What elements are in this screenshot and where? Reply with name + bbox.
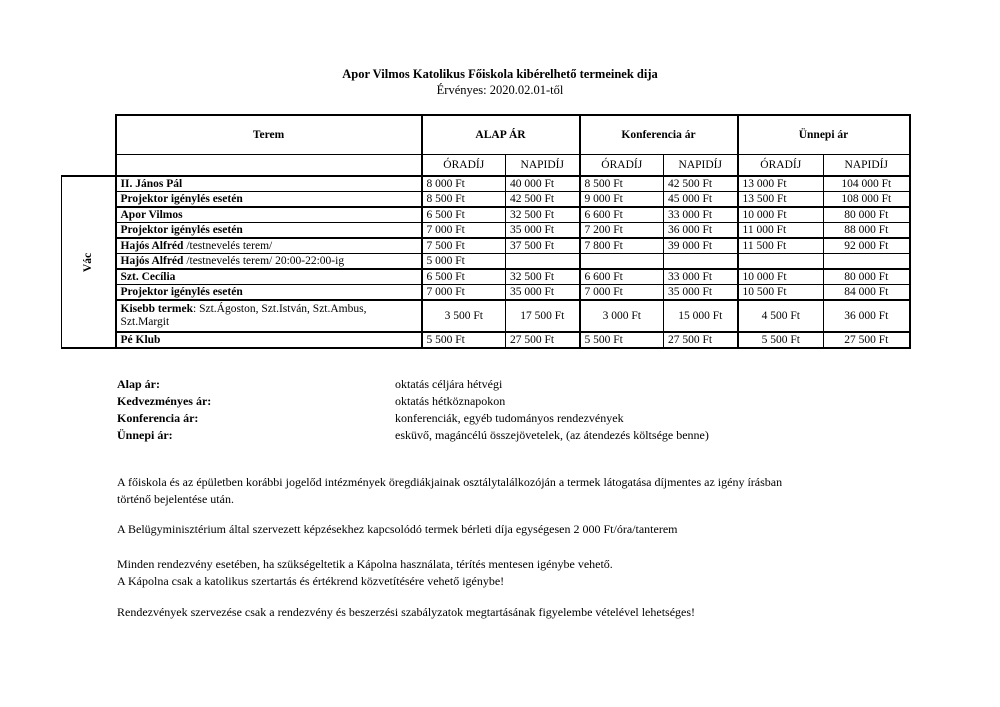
note-regulations: Rendezvények szervezése csak a rendezvény és beszerzési szabályzatok megtartásának figyelembe vételével lehetséges! <box>117 605 696 619</box>
room-name: Projektor igénylés esetén <box>116 223 422 239</box>
price-cell: 15 000 Ft <box>664 300 738 332</box>
price-cell: 27 500 Ft <box>506 332 580 348</box>
price-cell: 33 000 Ft <box>664 207 738 223</box>
table-row <box>62 238 910 254</box>
price-cell: 3 500 Ft <box>422 300 506 332</box>
room-name: II. János Pál <box>116 176 422 192</box>
price-cell: 88 000 Ft <box>824 223 910 239</box>
price-cell: 92 000 Ft <box>824 238 910 254</box>
price-cell <box>506 254 580 270</box>
price-cell: 84 000 Ft <box>824 285 910 301</box>
header-spacer <box>62 115 116 155</box>
price-cell: 5 500 Ft <box>738 332 824 348</box>
table-row <box>62 269 910 285</box>
legend-definition: oktatás hétköznapokon <box>395 394 506 408</box>
price-cell: 32 500 Ft <box>506 269 580 285</box>
price-cell: 42 500 Ft <box>506 192 580 208</box>
header-room: Terem <box>116 115 422 155</box>
price-cell: 7 500 Ft <box>422 238 506 254</box>
price-cell: 6 600 Ft <box>580 269 664 285</box>
price-cell: 8 000 Ft <box>422 176 506 192</box>
price-cell: 6 500 Ft <box>422 269 506 285</box>
price-cell: 7 000 Ft <box>580 285 664 301</box>
subheader-room-blank <box>116 155 422 177</box>
note-alumni-line2: történő bejelentése után. <box>117 492 234 506</box>
table-row <box>62 254 910 270</box>
price-cell: 27 500 Ft <box>824 332 910 348</box>
price-cell: 27 500 Ft <box>664 332 738 348</box>
price-cell: 42 500 Ft <box>664 176 738 192</box>
price-cell: 7 000 Ft <box>422 285 506 301</box>
subheader-napidij: NAPIDÍJ <box>824 155 910 177</box>
price-cell: 9 000 Ft <box>580 192 664 208</box>
room-name: Projektor igénylés esetén <box>116 192 422 208</box>
price-cell: 45 000 Ft <box>664 192 738 208</box>
subheader-napidij: NAPIDÍJ <box>506 155 580 177</box>
price-cell: 35 000 Ft <box>664 285 738 301</box>
room-name: Kisebb termek: Szt.Ágoston, Szt.István, Szt.Ambus, Szt.Margit <box>116 300 422 332</box>
price-cell: 7 200 Ft <box>580 223 664 239</box>
room-name: Projektor igénylés esetén <box>116 285 422 301</box>
price-cell: 4 500 Ft <box>738 300 824 332</box>
legend-term: Ünnepi ár: <box>117 428 173 442</box>
document-subtitle: Érvényes: 2020.02.01-től <box>436 83 564 97</box>
price-cell: 10 000 Ft <box>738 207 824 223</box>
subheader-oradij: ÓRADÍJ <box>422 155 506 177</box>
note-chapel <box>117 556 837 590</box>
note-ministry: A Belügyminisztérium által szervezett képzésekhez kapcsolódó termek bérleti díja egységesen 2 000 Ft/óra/tanterem <box>117 522 678 536</box>
legend-definition: konferenciák, egyéb tudományos rendezvények <box>395 411 624 425</box>
price-cell: 8 500 Ft <box>422 192 506 208</box>
price-cell: 80 000 Ft <box>824 269 910 285</box>
room-name: Hajós Alfréd /testnevelés terem/ <box>116 238 422 254</box>
table-row <box>62 332 910 348</box>
table-row <box>62 223 910 239</box>
table-row <box>62 207 910 223</box>
price-cell: 7 000 Ft <box>422 223 506 239</box>
table-row <box>62 300 910 332</box>
price-cell: 6 600 Ft <box>580 207 664 223</box>
city-label: Vác <box>81 252 94 272</box>
legend-definition: esküvő, magáncélú összejövetelek, (az átendezés költsége benne) <box>395 428 709 442</box>
header-alap-ar: ALAP ÁR <box>422 115 580 155</box>
price-cell: 5 500 Ft <box>422 332 506 348</box>
price-cell: 6 500 Ft <box>422 207 506 223</box>
price-cell: 5 000 Ft <box>422 254 506 270</box>
price-cell <box>738 254 824 270</box>
price-cell: 35 000 Ft <box>506 223 580 239</box>
header-unnepi-ar: Ünnepi ár <box>738 115 910 155</box>
table-row <box>62 192 910 208</box>
price-cell: 10 500 Ft <box>738 285 824 301</box>
price-cell <box>580 254 664 270</box>
note-alumni <box>117 474 837 508</box>
price-table <box>61 114 911 349</box>
price-cell: 37 500 Ft <box>506 238 580 254</box>
note-chapel-line1: Minden rendezvény esetében, ha szükségeltetik a Kápolna használata, térítés mentesen igénybe vehető. <box>117 557 613 571</box>
legend-term: Kedvezményes ár: <box>117 394 212 408</box>
room-name: Apor Vilmos <box>116 207 422 223</box>
price-cell: 35 000 Ft <box>506 285 580 301</box>
price-cell: 5 500 Ft <box>580 332 664 348</box>
price-cell: 11 500 Ft <box>738 238 824 254</box>
price-cell: 80 000 Ft <box>824 207 910 223</box>
subheader-oradij: ÓRADÍJ <box>738 155 824 177</box>
price-cell <box>824 254 910 270</box>
note-chapel-line2: A Kápolna csak a katolikus szertartás és értékrend közvetítésére vehető igénybe! <box>117 574 505 588</box>
price-cell: 3 000 Ft <box>580 300 664 332</box>
price-cell: 33 000 Ft <box>664 269 738 285</box>
price-cell: 11 000 Ft <box>738 223 824 239</box>
table-row <box>62 285 910 301</box>
document-title: Apor Vilmos Katolikus Főiskola kibérelhető termeinek dija <box>342 67 658 81</box>
legend-term: Konferencia ár: <box>117 411 199 425</box>
city-label-cell <box>62 176 116 348</box>
price-cell: 32 500 Ft <box>506 207 580 223</box>
price-cell: 39 000 Ft <box>664 238 738 254</box>
price-cell: 36 000 Ft <box>824 300 910 332</box>
subheader-napidij: NAPIDÍJ <box>664 155 738 177</box>
price-cell: 104 000 Ft <box>824 176 910 192</box>
room-name: Hajós Alfréd /testnevelés terem/ 20:00-22:00-ig <box>116 254 422 270</box>
room-name: Szt. Cecília <box>116 269 422 285</box>
price-cell: 40 000 Ft <box>506 176 580 192</box>
price-cell <box>664 254 738 270</box>
price-cell: 17 500 Ft <box>506 300 580 332</box>
price-cell: 13 500 Ft <box>738 192 824 208</box>
price-cell: 36 000 Ft <box>664 223 738 239</box>
legend-definition: oktatás céljára hétvégi <box>395 377 503 391</box>
price-cell: 8 500 Ft <box>580 176 664 192</box>
legend-term: Alap ár: <box>117 377 160 391</box>
subheader-spacer <box>62 155 116 177</box>
note-alumni-line1: A főiskola és az épületben korábbi jogelőd intézmények öregdiákjainak osztálytalálkozóján a termek látogatása díjmentes az igény írásban <box>117 475 783 489</box>
price-cell: 108 000 Ft <box>824 192 910 208</box>
price-cell: 7 800 Ft <box>580 238 664 254</box>
header-konferencia-ar: Konferencia ár <box>580 115 738 155</box>
room-name: Pé Klub <box>116 332 422 348</box>
price-cell: 10 000 Ft <box>738 269 824 285</box>
price-cell: 13 000 Ft <box>738 176 824 192</box>
subheader-oradij: ÓRADÍJ <box>580 155 664 177</box>
table-row <box>62 176 910 192</box>
